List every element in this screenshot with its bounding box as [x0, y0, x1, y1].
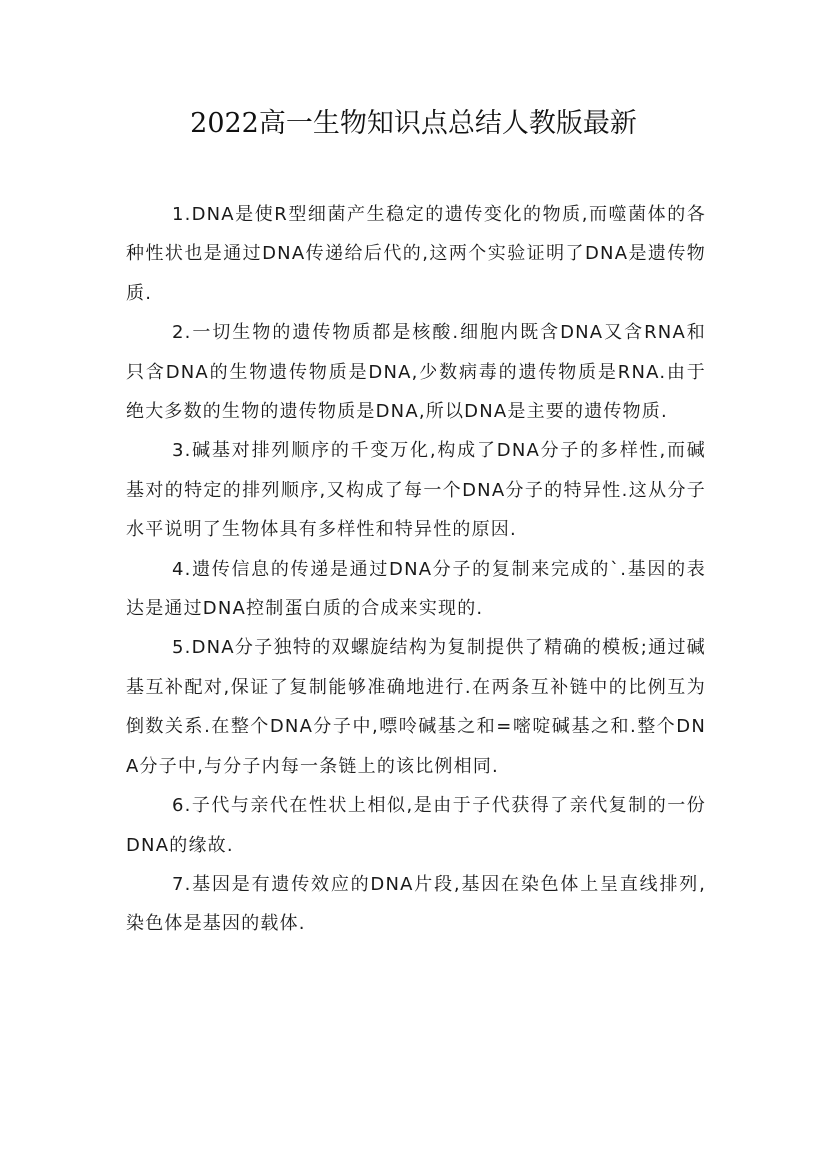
paragraph-1: 1.DNA是使R型细菌产生稳定的遗传变化的物质,而噬菌体的各种性状也是通过DNA传递给后代的,这两个实验证明了DNA是遗传物质. — [126, 204, 706, 304]
paragraph-5: 5.DNA分子独特的双螺旋结构为复制提供了精确的模板;通过碱基互补配对,保证了复制能够准确地进行.在两条互补链中的比例互为倒数关系.在整个DNA分子中,嘌呤碱基之和=嘧啶碱基之和.整个DNA分子中,与分子内每一条链上的该比例相同. — [126, 637, 706, 777]
paragraph-6: 6.子代与亲代在性状上相似,是由于子代获得了亲代复制的一份DNA的缘故. — [126, 795, 706, 856]
document-title: 2022高一生物知识点总结人教版最新 — [190, 108, 637, 139]
paragraph-3: 3.碱基对排列顺序的千变万化,构成了DNA分子的多样性,而碱基对的特定的排列顺序,又构成了每一个DNA分子的特异性.这从分子水平说明了生物体具有多样性和特异性的原因. — [126, 440, 706, 541]
paragraph-2: 2.一切生物的遗传物质都是核酸.细胞内既含DNA又含RNA和只含DNA的生物遗传物质是DNA,少数病毒的遗传物质是RNA.由于绝大多数的生物的遗传物质是DNA,所以DNA是主要的遗传物质. — [126, 322, 706, 423]
paragraph-4: 4.遗传信息的传递是通过DNA分子的复制来完成的`.基因的表达是通过DNA控制蛋白质的合成来实现的. — [126, 558, 706, 620]
document-body — [126, 195, 706, 944]
paragraph-7: 7.基因是有遗传效应的DNA片段,基因在染色体上呈直线排列,染色体是基因的载体. — [126, 873, 706, 935]
